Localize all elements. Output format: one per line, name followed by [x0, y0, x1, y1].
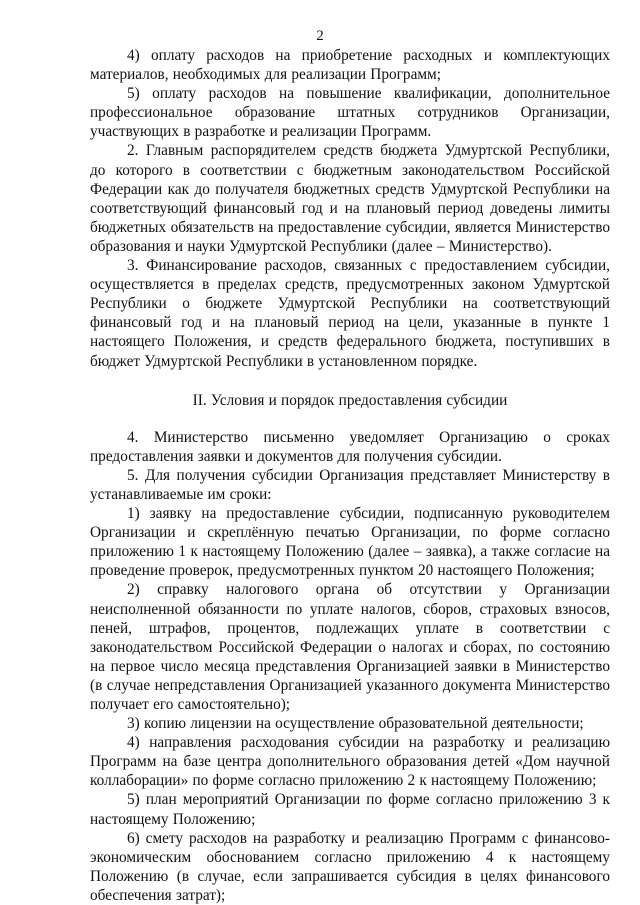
paragraph-document-6-cost-estimate: 6) смету расходов на разработку и реализацию Программ с финансово-экономическим обоснованием согласно приложению 4 к настоящему Положению (в случае, если запрашивается субсидия в целях финансового обеспечения затрат); — [90, 829, 610, 904]
page-number: 2 — [316, 28, 324, 44]
section-heading: II. Условия и порядок предоставления субсидии — [192, 391, 508, 409]
document-body — [90, 46, 610, 905]
paragraph-document-3-license: 3) копию лицензии на осуществление образовательной деятельности; — [127, 715, 584, 733]
paragraph-clause-5-documents: 5. Для получения субсидии Организация представляет Министерству в устанавливаемые им сроки: — [90, 466, 610, 503]
paragraph-document-1-application: 1) заявку на предоставление субсидии, подписанную руководителем Организации и скреплённую печатью Организации, по форме согласно приложению 1 к настоящему Положению (далее – заявка), а также согласие на проведение проверок, предусмотренных пунктом 20 настоящего Положения; — [90, 505, 610, 580]
paragraph-item-5-training: 5) оплату расходов на повышение квалификации, дополнительное профессиональное образование штатных сотрудников Организации, участвующих в разработке и реализации Программ. — [90, 85, 610, 141]
paragraph-document-5-event-plan: 5) план мероприятий Организации по форме согласно приложению 3 к настоящему Положению; — [90, 791, 610, 828]
paragraph-document-4-spending-directions: 4) направления расходования субсидии на разработку и реализацию Программ на базе центра дополнительного образования детей «Дом научной коллаборации» по форме согласно приложению 2 к настоящему Положению; — [90, 734, 610, 790]
paragraph-clause-3-financing: 3. Финансирование расходов, связанных с предоставлением субсидии, осуществляется в пределах средств, предусмотренных законом Удмуртской Республики о бюджете Удмуртской Республики на соответствующий финансовый год и на плановый период на цели, указанные в пункте 1 настоящего Положения, и средств федерального бюджета, поступивших в бюджет Удмуртской Республики в установленном порядке. — [90, 257, 610, 370]
paragraph-document-2-tax-certificate: 2) справку налогового органа об отсутствии у Организации неисполненной обязанности по уплате налогов, сборов, страховых взносов, пеней, штрафов, процентов, подлежащих уплате в соответствии с законодательством Российской Федерации о налогах и сборах, по состоянию на первое число месяца представления Организацией заявки в Министерство (в случае непредставления Организацией указанного документа Министерство получает его самостоятельно); — [90, 581, 610, 713]
paragraph-clause-4-notification: 4. Министерство письменно уведомляет Организацию о сроках предоставления заявки и документов для получения субсидии. — [90, 428, 610, 465]
paragraph-clause-2-budget-manager: 2. Главным распорядителем средств бюджета Удмуртской Республики, до которого в соответствии с бюджетным законодательством Российской Федерации как до получателя бюджетных средств Удмуртской Республики на соответствующий финансовый год и на плановый период доведены лимиты бюджетных обязательств на предоставление субсидии, является Министерство образования и науки Удмуртской Республики (далее – Министерство). — [90, 142, 610, 255]
paragraph-item-4-materials: 4) оплату расходов на приобретение расходных и комплектующих материалов, необходимых для реализации Программ; — [90, 47, 610, 84]
